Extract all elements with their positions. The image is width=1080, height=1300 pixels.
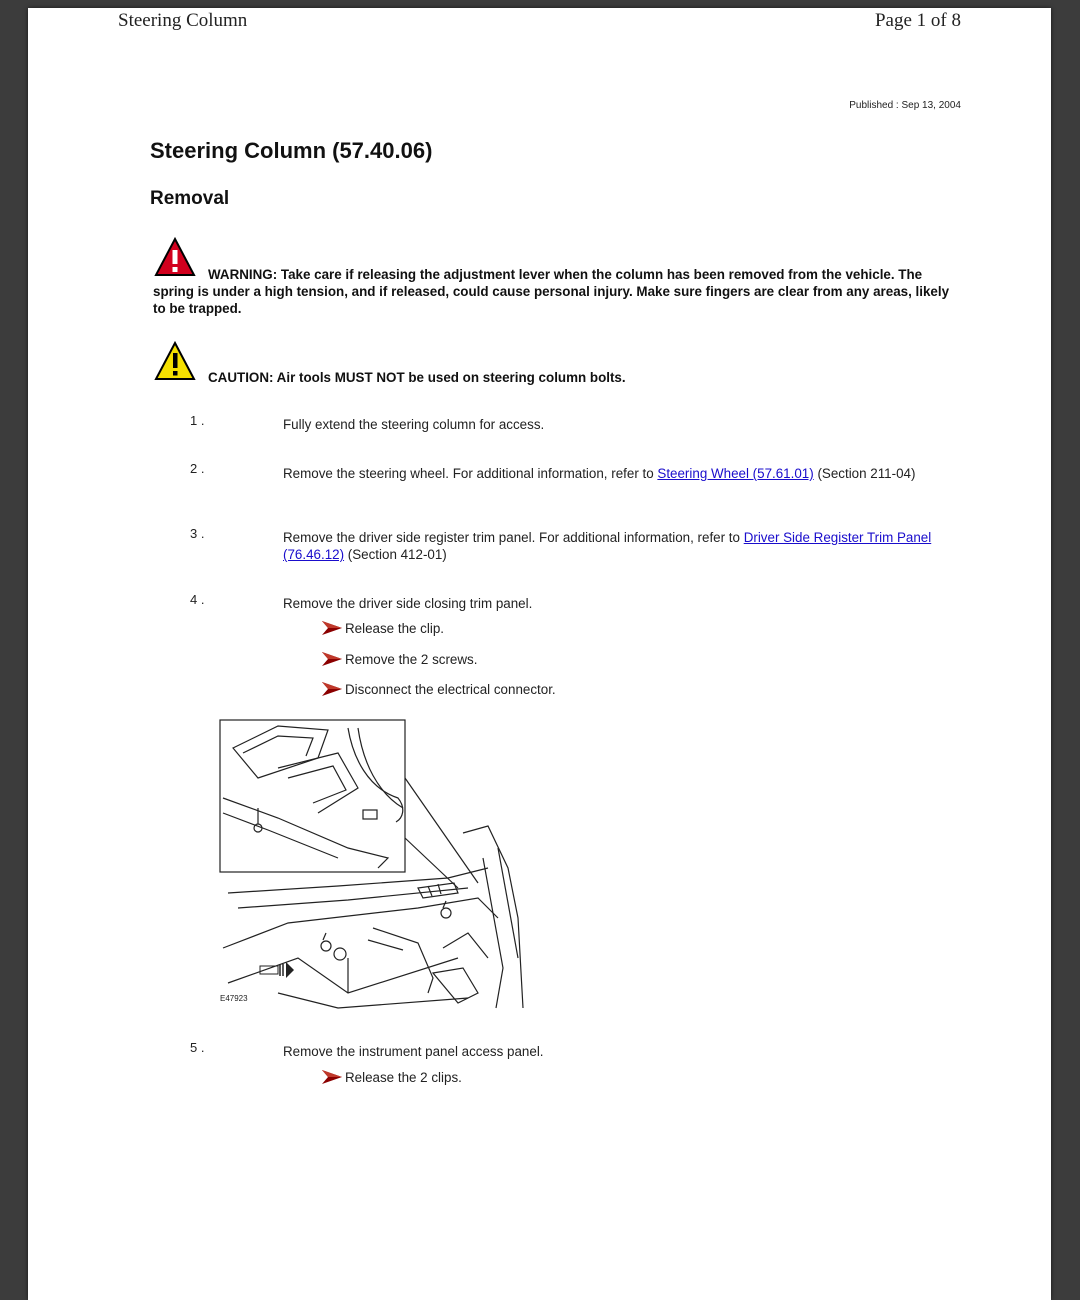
sub-step-text: Release the 2 clips. [345, 1069, 462, 1085]
red-arrow-bullet-icon [322, 620, 342, 636]
sub-step-text: Release the clip. [345, 620, 444, 636]
step-text-post: (Section 211-04) [813, 466, 916, 481]
step-number: 3 . [190, 526, 205, 541]
step-text [283, 465, 943, 482]
illustration-figure [218, 718, 538, 1018]
caution-text: CAUTION: Air tools MUST NOT be used on steering column bolts. [208, 370, 626, 385]
published-date: Published : Sep 13, 2004 [849, 100, 961, 111]
sub-step [322, 620, 444, 636]
step-number: 4 . [190, 592, 205, 607]
sub-step [322, 681, 556, 697]
step-text [283, 529, 943, 563]
sub-step-text: Remove the 2 screws. [345, 651, 478, 667]
sub-step-text: Disconnect the electrical connector. [345, 681, 556, 697]
sub-step [322, 651, 477, 667]
step-number: 5 . [190, 1040, 205, 1055]
step-text-pre: Remove the driver side register trim panel. For additional information, refer to [283, 530, 744, 545]
link-driver-side-register-trim-panel[interactable]: Driver Side Register Trim Panel (76.46.12) [283, 530, 932, 562]
red-arrow-bullet-icon [322, 681, 342, 697]
section-heading: Removal [150, 188, 230, 209]
step-number: 1 . [190, 413, 205, 428]
sub-step [322, 1069, 462, 1085]
red-arrow-bullet-icon [322, 651, 342, 667]
closing-trim-panel-illustration [218, 718, 538, 1018]
warning-text: WARNING: Take care if releasing the adjustment lever when the column has been removed from the vehicle. The spring is under a high tension, and if released, could cause personal injury. Make sure fingers are clear from any areas, likely to be trapped. [153, 267, 950, 316]
step-text: Fully extend the steering column for access. [283, 417, 545, 432]
link-steering-wheel[interactable]: Steering Wheel (57.61.01) [657, 466, 814, 481]
red-arrow-bullet-icon [322, 1069, 342, 1085]
step-text: Remove the instrument panel access panel. [283, 1044, 544, 1059]
caution-triangle-icon [154, 341, 196, 383]
document-page [28, 8, 1051, 1300]
step-text-post: (Section 412-01) [344, 547, 447, 562]
page-title: Steering Column (57.40.06) [150, 138, 433, 163]
step-number: 2 . [190, 461, 205, 476]
figure-label: E47923 [220, 994, 248, 1003]
step-text: Remove the driver side closing trim panel. [283, 596, 533, 611]
header-page-number: Page 1 of 8 [874, 10, 961, 31]
header-title: Steering Column [118, 10, 248, 31]
step-text-pre: Remove the steering wheel. For additional information, refer to [283, 466, 658, 481]
